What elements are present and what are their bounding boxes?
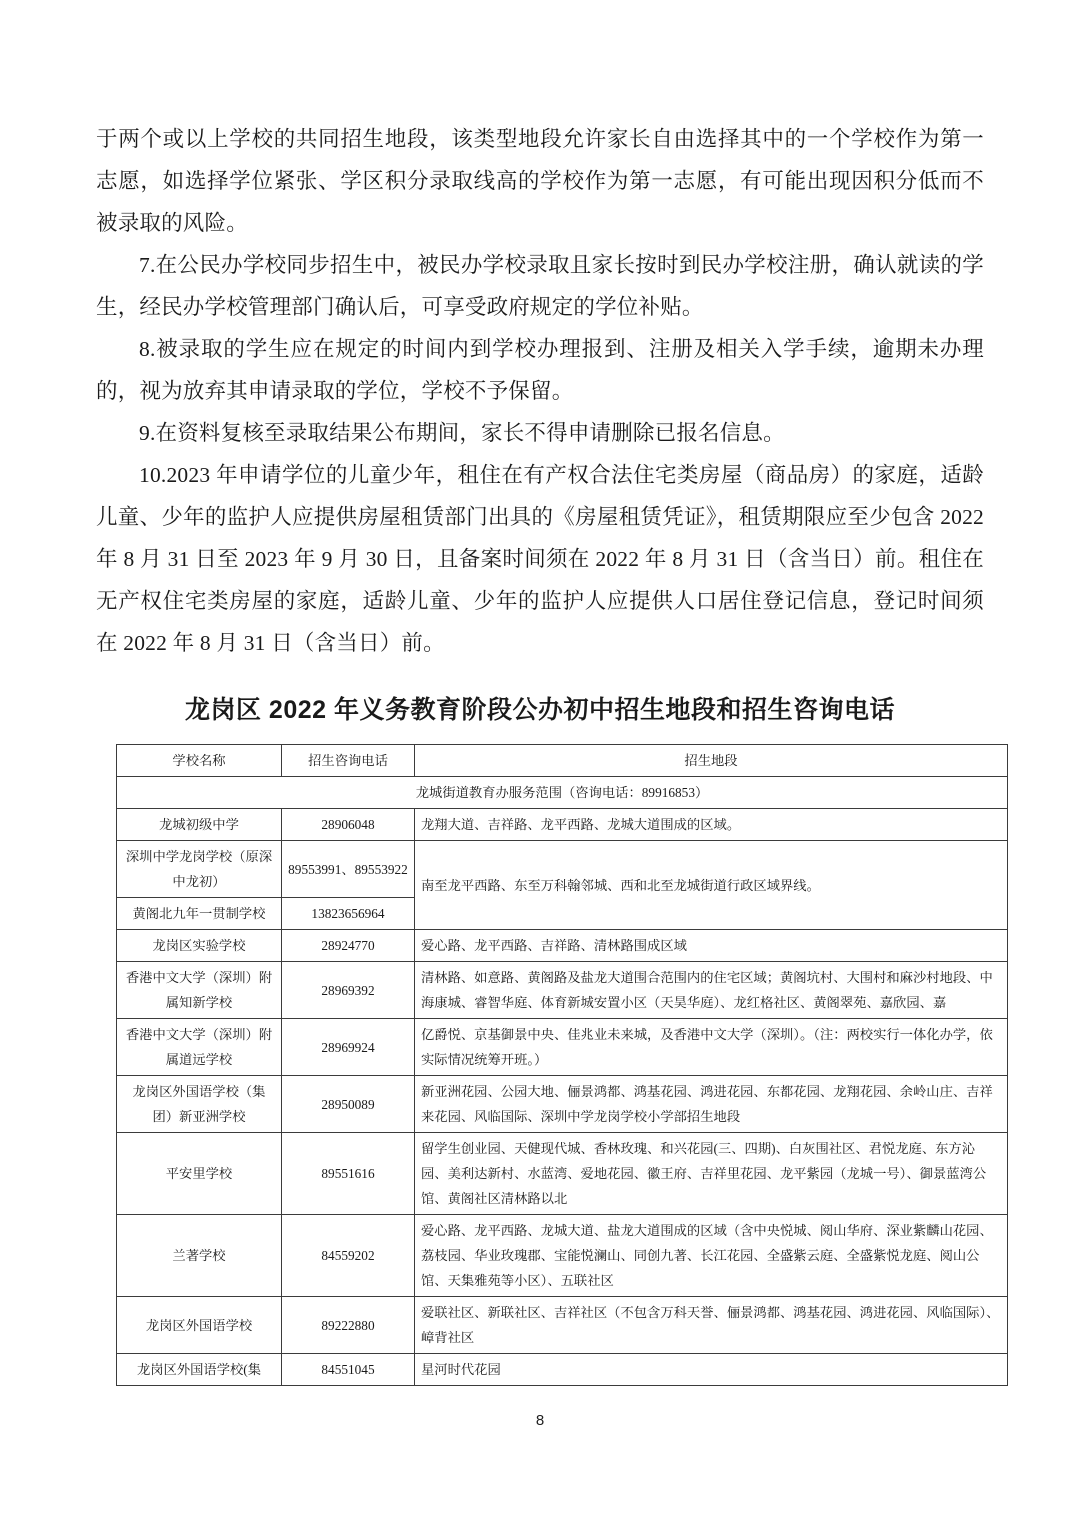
- cell-school-name: 香港中文大学（深圳）附属道远学校: [117, 1019, 282, 1076]
- paragraph-item-8: 8.被录取的学生应在规定的时间内到学校办理报到、注册及相关入学手续，逾期未办理的，视为放弃其申请录取的学位，学校不予保留。: [96, 337, 984, 403]
- cell-school-name: 兰著学校: [117, 1215, 282, 1297]
- cell-phone: 28906048: [282, 809, 415, 841]
- page-content: [96, 118, 1000, 1386]
- cell-phone: 89222880: [282, 1297, 415, 1354]
- table-row: [117, 1133, 1008, 1215]
- cell-phone: 13823656964: [282, 898, 415, 930]
- header-area: 招生地段: [415, 745, 1008, 777]
- cell-phone: 28969924: [282, 1019, 415, 1076]
- table-row: [117, 1215, 1008, 1297]
- cell-area: 爱联社区、新联社区、吉祥社区（不包含万科天誉、俪景鸿都、鸿基花园、鸿进花园、风临国际）、嶂背社区: [415, 1297, 1008, 1354]
- cell-phone: 28950089: [282, 1076, 415, 1133]
- cell-phone: 84551045: [282, 1354, 415, 1386]
- section-label: 龙城街道教育办服务范围（咨询电话：89916853）: [117, 777, 1008, 809]
- cell-area: 爱心路、龙平西路、吉祥路、清林路围成区域: [415, 930, 1008, 962]
- cell-school-name: 龙岗区实验学校: [117, 930, 282, 962]
- cell-school-name: 深圳中学龙岗学校（原深中龙初）: [117, 841, 282, 898]
- cell-area: 南至龙平西路、东至万科翰邻城、西和北至龙城街道行政区域界线。: [415, 841, 1008, 930]
- cell-phone: 28924770: [282, 930, 415, 962]
- table-row: [117, 1076, 1008, 1133]
- paragraph-item-9: 9.在资料复核至录取结果公布期间，家长不得申请删除已报名信息。: [139, 421, 785, 445]
- table-row: [117, 841, 1008, 898]
- paragraph-continuation: 于两个或以上学校的共同招生地段，该类型地段允许家长自由选择其中的一个学校作为第一志愿，如选择学位紧张、学区积分录取线高的学校作为第一志愿，有可能出现因积分低而不被录取的风险。: [96, 127, 984, 235]
- cell-area: 爱心路、龙平西路、龙城大道、盐龙大道围成的区域（含中央悦城、阅山华府、深业紫麟山花园、荔枝园、华业玫瑰郡、宝能悦澜山、同创九著、长江花园、全盛紫云庭、全盛紫悦龙庭、阅山公馆、天集雅苑等小区）、五联社区: [415, 1215, 1008, 1297]
- cell-phone: 89551616: [282, 1133, 415, 1215]
- table-header-row: [117, 745, 1008, 777]
- cell-area: 龙翔大道、吉祥路、龙平西路、龙城大道围成的区域。: [415, 809, 1008, 841]
- cell-area: 清林路、如意路、黄阁路及盐龙大道围合范围内的住宅区域；黄阁坑村、大围村和麻沙村地段、中海康城、睿智华庭、体育新城安置小区（天昊华庭）、龙红格社区、黄阁翠苑、嘉欣园、嘉: [415, 962, 1008, 1019]
- schools-table-wrapper: [116, 744, 1000, 1386]
- cell-school-name: 龙岗区外国语学校（集团）新亚洲学校: [117, 1076, 282, 1133]
- cell-area: 星河时代花园: [415, 1354, 1008, 1386]
- table-row: [117, 930, 1008, 962]
- cell-school-name: 龙岗区外国语学校: [117, 1297, 282, 1354]
- paragraph-item-10: 10.2023 年申请学位的儿童少年，租住在有产权合法住宅类房屋（商品房）的家庭，适龄儿童、少年的监护人应提供房屋租赁部门出具的《房屋租赁凭证》，租赁期限应至少包含 2022 年 8 月 31 日至 2023 年 9 月 30 日，且备案时间须在 2022 年 8 月 31 日（含当日）前。租住在无产权住宅类房屋的家庭，适龄儿童、少年的监护人应提供人口居住登记信息，登记时间须在 2022 年 8 月 31 日（含当日）前。: [96, 463, 984, 655]
- table-row: [117, 962, 1008, 1019]
- cell-phone: 84559202: [282, 1215, 415, 1297]
- cell-phone: 28969392: [282, 962, 415, 1019]
- cell-area: 亿爵悦、京基御景中央、佳兆业未来城，及香港中文大学（深圳）。（注：两校实行一体化办学，依实际情况统筹开班。）: [415, 1019, 1008, 1076]
- table-row: [117, 1297, 1008, 1354]
- cell-school-name: 龙岗区外国语学校(集: [117, 1354, 282, 1386]
- cell-area: 留学生创业园、天健现代城、香林玫瑰、和兴花园(三、四期)、白灰围社区、君悦龙庭、东方沁园、美利达新村、水蓝湾、爱地花园、徽王府、吉祥里花园、龙平紫园（龙城一号）、御景蓝湾公馆、黄阁社区清林路以北: [415, 1133, 1008, 1215]
- page-number: 8: [535, 1412, 545, 1429]
- cell-phone: 89553991、89553922: [282, 841, 415, 898]
- paragraph-item-7: 7.在公民办学校同步招生中，被民办学校录取且家长按时到民办学校注册，确认就读的学生，经民办学校管理部门确认后，可享受政府规定的学位补贴。: [96, 253, 984, 319]
- table-row: [117, 809, 1008, 841]
- table-title: 龙岗区 2022 年义务教育阶段公办初中招生地段和招生咨询电话: [184, 696, 895, 724]
- cell-school-name: 平安里学校: [117, 1133, 282, 1215]
- header-phone: 招生咨询电话: [282, 745, 415, 777]
- cell-school-name: 香港中文大学（深圳）附属知新学校: [117, 962, 282, 1019]
- table-row: [117, 1019, 1008, 1076]
- cell-area: 新亚洲花园、公园大地、俪景鸿都、鸿基花园、鸿进花园、东都花园、龙翔花园、余岭山庄、吉祥来花园、风临国际、深圳中学龙岗学校小学部招生地段: [415, 1076, 1008, 1133]
- table-section-row: [117, 777, 1008, 809]
- table-row: [117, 1354, 1008, 1386]
- header-school-name: 学校名称: [117, 745, 282, 777]
- cell-school-name: 黄阁北九年一贯制学校: [117, 898, 282, 930]
- schools-table: [116, 744, 1008, 1386]
- cell-school-name: 龙城初级中学: [117, 809, 282, 841]
